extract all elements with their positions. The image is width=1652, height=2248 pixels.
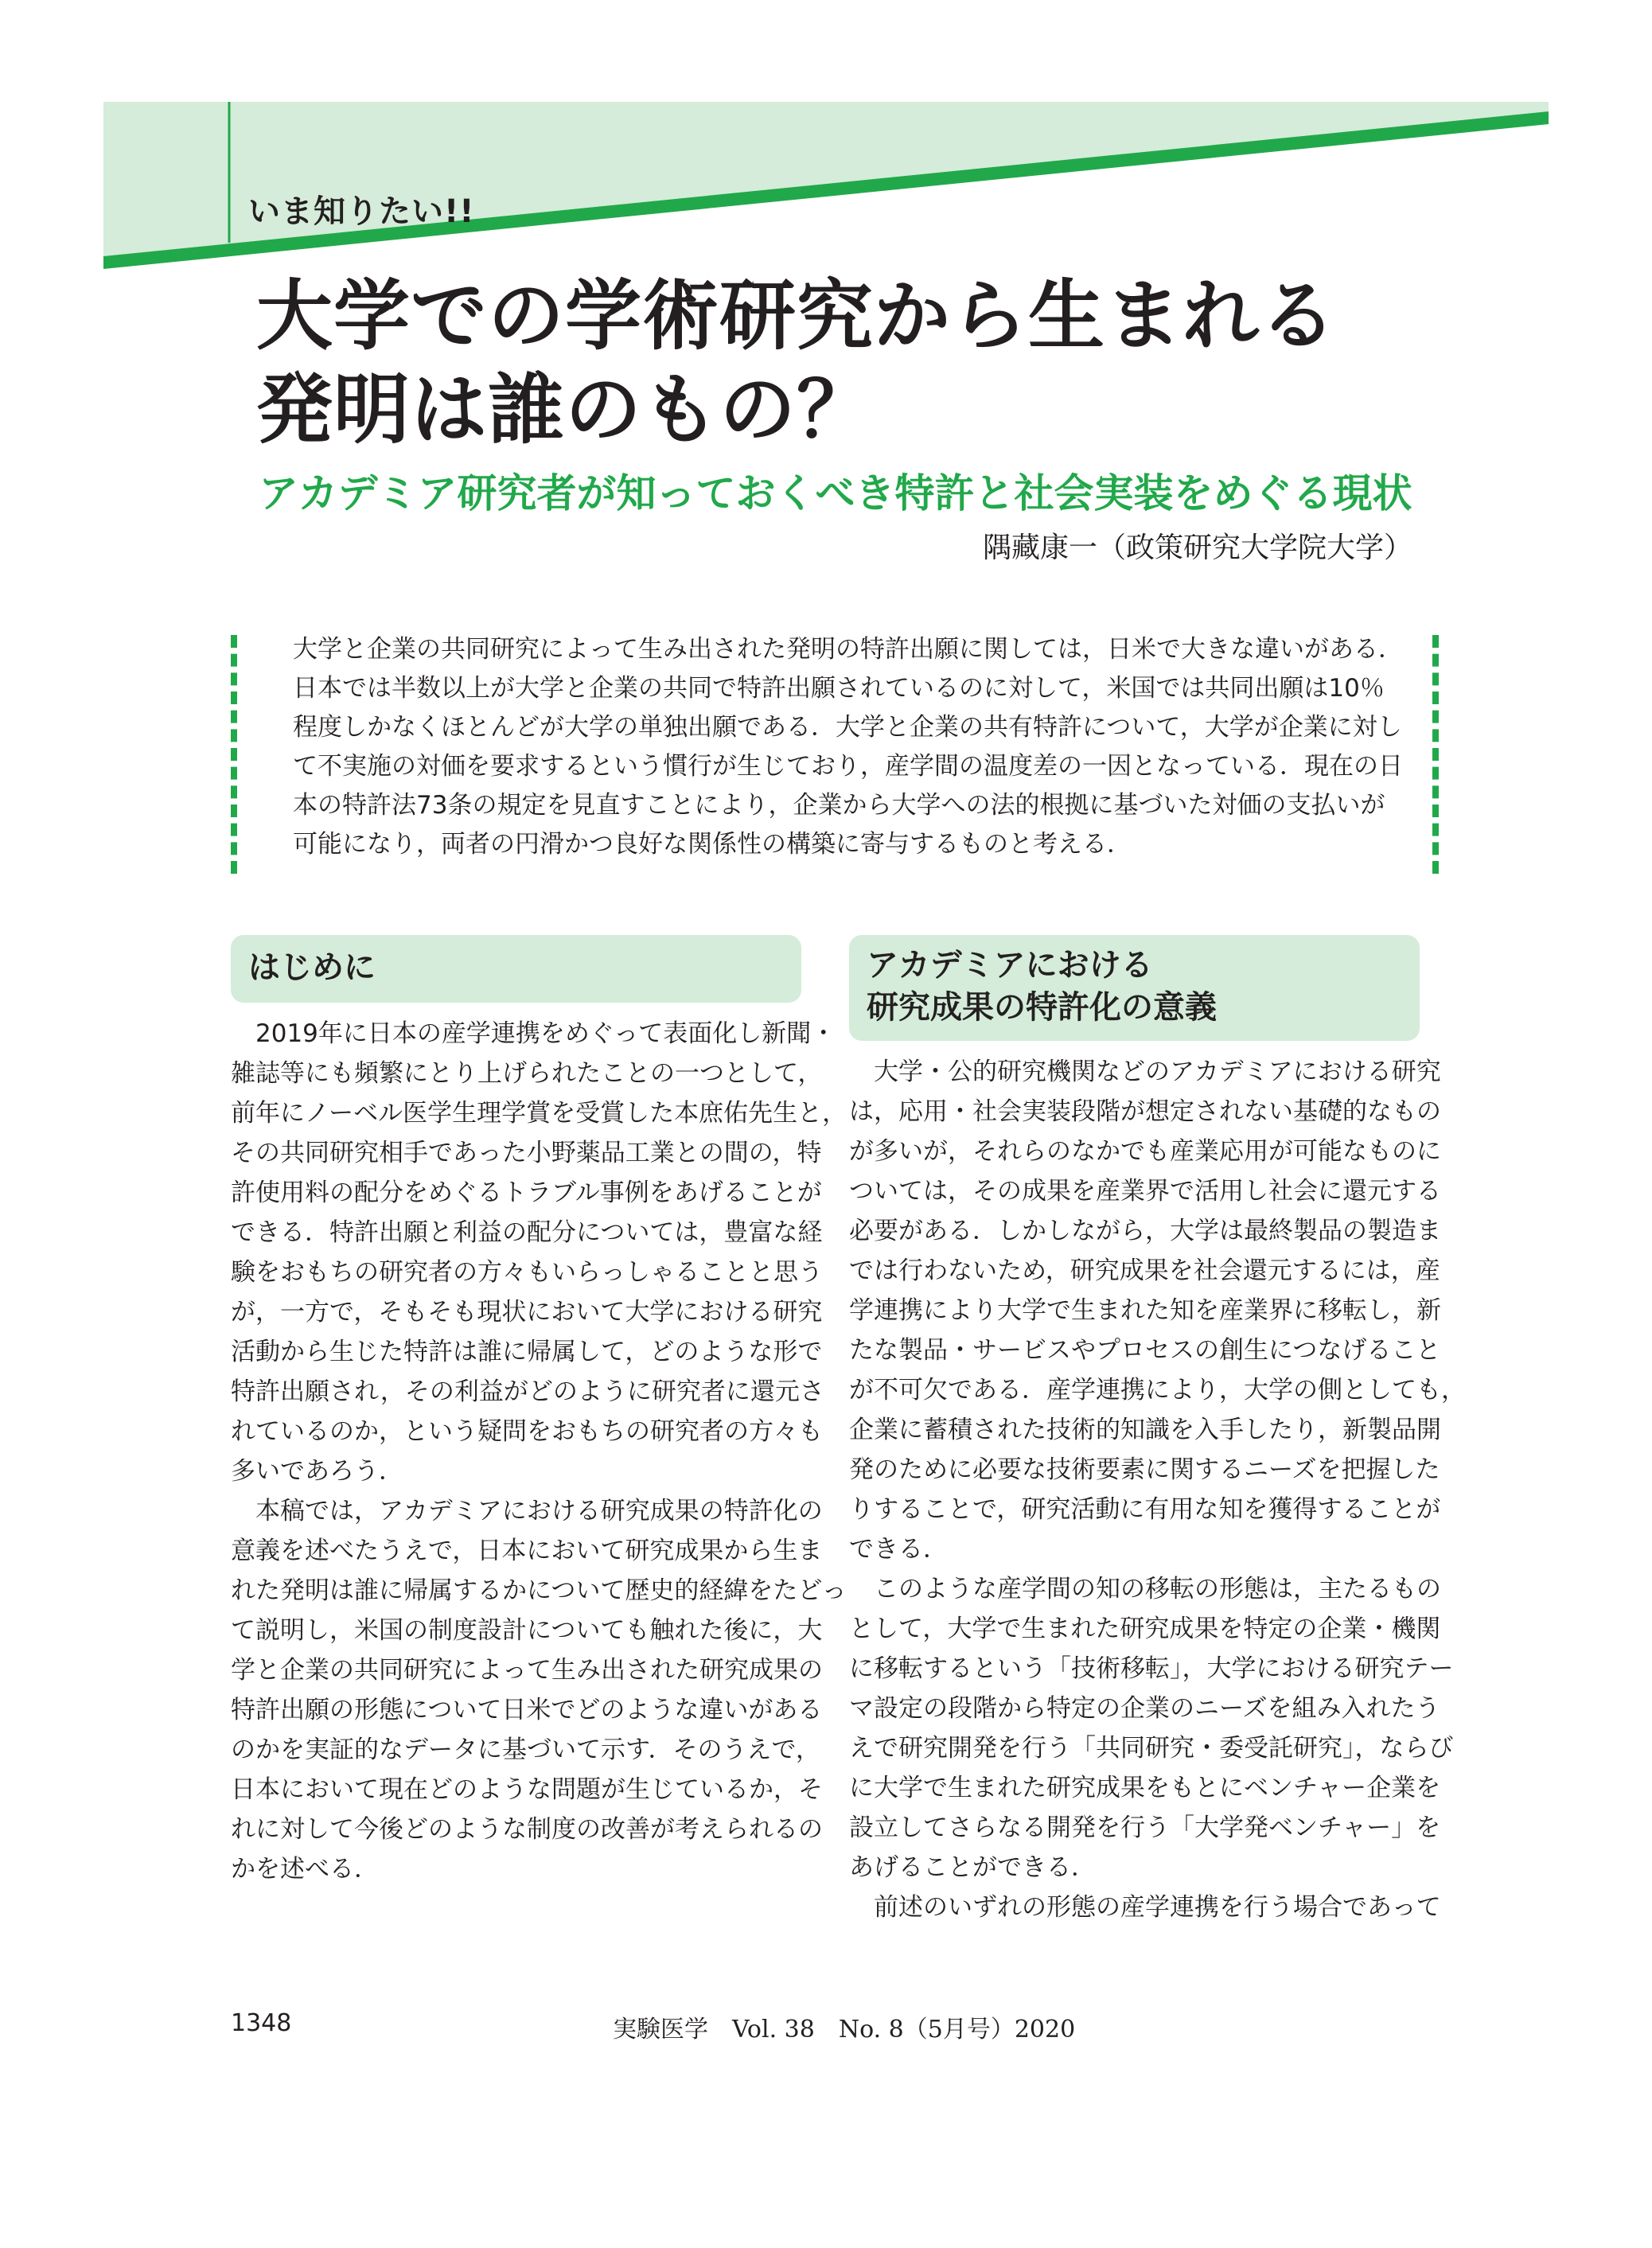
body-line: 本稿では，アカデミアにおける研究成果の特許化の <box>231 1497 823 1525</box>
body-line: かを述べる． <box>231 1855 379 1884</box>
body-line: 活動から生じた特許は誰に帰属して，どのような形で <box>231 1338 823 1366</box>
body-line: 2019年に日本の産学連携をめぐって表面化し新聞・ <box>231 1019 836 1048</box>
author-affiliation: 隅藏康一（政策研究大学院大学） <box>983 532 1413 564</box>
abstract-line: 大学と企業の共同研究によって生み出された発明の特許出願に関しては，日米で大きな違いがある． <box>293 635 1403 664</box>
section-heading-line: 研究成果の特許化の意義 <box>867 989 1217 1026</box>
header-band-fill <box>103 102 1549 256</box>
body-line: は，応用・社会実装段階が想定されない基礎的なもの <box>849 1097 1441 1126</box>
body-line: 大学・公的研究機関などのアカデミアにおける研究 <box>849 1058 1441 1086</box>
body-column-left <box>231 1014 847 1889</box>
body-line: れに対して今後どのような制度の改善が考えられるの <box>231 1815 823 1844</box>
body-line: が不可欠である．産学連携により，大学の側としても， <box>849 1376 1466 1405</box>
body-line: りすることで，研究活動に有用な知を獲得することが <box>849 1495 1441 1524</box>
body-line: えで研究開発を行う「共同研究・委受託研究」，ならび <box>849 1734 1454 1763</box>
section-heading-line: アカデミアにおける <box>867 947 1153 984</box>
section-heading-introduction <box>231 935 801 1003</box>
body-line: 験をおもちの研究者の方々もいらっしゃることと思う <box>231 1258 823 1287</box>
body-line: 日本において現在どのような問題が生じているか，そ <box>231 1775 823 1804</box>
abstract <box>293 630 1403 864</box>
body-line: 多いであろう． <box>231 1457 403 1486</box>
article-subtitle: アカデミア研究者が知っておくべき特許と社会実装をめぐる現状 <box>259 470 1412 516</box>
journal-citation: 実験医学 Vol. 38 No. 8（5月号）2020 <box>613 2016 1076 2043</box>
body-line: できる．特許出願と利益の配分については，豊富な経 <box>231 1218 823 1247</box>
page-number: 1348 <box>231 2009 292 2037</box>
body-line: あげることができる． <box>849 1853 1096 1882</box>
header-band <box>0 0 1652 286</box>
body-line: 企業に蓄積された技術的知識を入手したり，新製品開 <box>849 1416 1441 1444</box>
body-line: として，大学で生まれた研究成果を特定の企業・機関 <box>849 1615 1441 1643</box>
body-line: が，一方で，そもそも現状において大学における研究 <box>231 1298 823 1327</box>
body-line: れた発明は誰に帰属するかについて歴史的経緯をたどっ <box>231 1576 847 1605</box>
abstract-line: 可能になり，両者の円滑かつ良好な関係性の構築に寄与するものと考える． <box>293 830 1132 859</box>
body-line: 必要がある．しかしながら，大学は最終製品の製造ま <box>849 1217 1441 1245</box>
body-line: マ設定の段階から特定の企業のニーズを組み入れたう <box>849 1694 1440 1723</box>
body-line: のかを実証的なデータに基づいて示す．そのうえで， <box>231 1736 820 1764</box>
body-line: 許使用料の配分をめぐるトラブル事例をあげることが <box>231 1179 822 1207</box>
body-column-right <box>849 1052 1466 1927</box>
title-line-2: 発明は誰のもの？ <box>256 365 874 454</box>
body-line: ついては，その成果を産業界で活用し社会に還元する <box>849 1177 1441 1206</box>
body-line: 学と企業の共同研究によって生み出された研究成果の <box>231 1656 823 1685</box>
body-line: て説明し，米国の制度設計についても触れた後に，大 <box>231 1616 823 1645</box>
title-line-1: 大学での学術研究から生まれる <box>256 271 1337 360</box>
body-line: に大学で生まれた研究成果をもとにベンチャー企業を <box>849 1774 1441 1802</box>
body-line: 発のために必要な技術要素に関するニーズを把握した <box>849 1455 1440 1484</box>
body-line: 設立してさらなる開発を行う「大学発ベンチャー」を <box>849 1814 1441 1842</box>
body-line: できる． <box>849 1535 948 1564</box>
body-line: たな製品・サービスやプロセスの創生につなげること <box>849 1336 1441 1365</box>
section-heading-line: はじめに <box>248 949 376 986</box>
abstract-line: 日本では半数以上が大学と企業の共同で特許出願されているのに対して，米国では共同出願は10％ <box>293 674 1385 703</box>
body-line: 学連携により大学で生まれた知を産業界に移転し，新 <box>849 1296 1441 1325</box>
abstract-line: て不実施の対価を要求するという慣行が生じており，産学間の温度差の一因となっている．現在の日 <box>293 752 1403 781</box>
section-heading-patent-significance <box>849 935 1420 1041</box>
body-line: では行わないため，研究成果を社会還元するには，産 <box>849 1256 1440 1285</box>
body-line: 前述のいずれの形態の産学連携を行う場合であって <box>849 1893 1441 1922</box>
abstract-line: 本の特許法73条の規定を見直すことにより，企業から大学への法的根拠に基づいた対価の支払いが <box>293 791 1385 820</box>
body-line: 雑誌等にも頻繁にとり上げられたことの一つとして， <box>231 1059 823 1088</box>
body-line: その共同研究相手であった小野薬品工業との間の，特 <box>231 1139 822 1167</box>
body-line: に移転するという「技術移転」，大学における研究テー <box>849 1654 1454 1683</box>
body-line: このような産学間の知の移転の形態は，主たるもの <box>849 1575 1441 1603</box>
abstract-line: 程度しかなくほとんどが大学の単独出願である．大学と企業の共有特許について，大学が企業に対し <box>293 713 1402 742</box>
body-line: れているのか，という疑問をおもちの研究者の方々も <box>231 1417 823 1446</box>
series-kicker: いま知りたい!! <box>248 193 475 230</box>
body-line: 意義を述べたうえで，日本において研究成果から生ま <box>231 1537 823 1565</box>
body-line: が多いが，それらのなかでも産業応用が可能なものに <box>849 1137 1441 1166</box>
body-line: 特許出願の形態について日米でどのような違いがある <box>231 1696 823 1724</box>
article-title <box>256 269 1529 457</box>
body-line: 特許出願され，その利益がどのように研究者に還元さ <box>231 1377 824 1406</box>
body-line: 前年にノーベル医学生理学賞を受賞した本庶佑先生と， <box>231 1099 847 1128</box>
